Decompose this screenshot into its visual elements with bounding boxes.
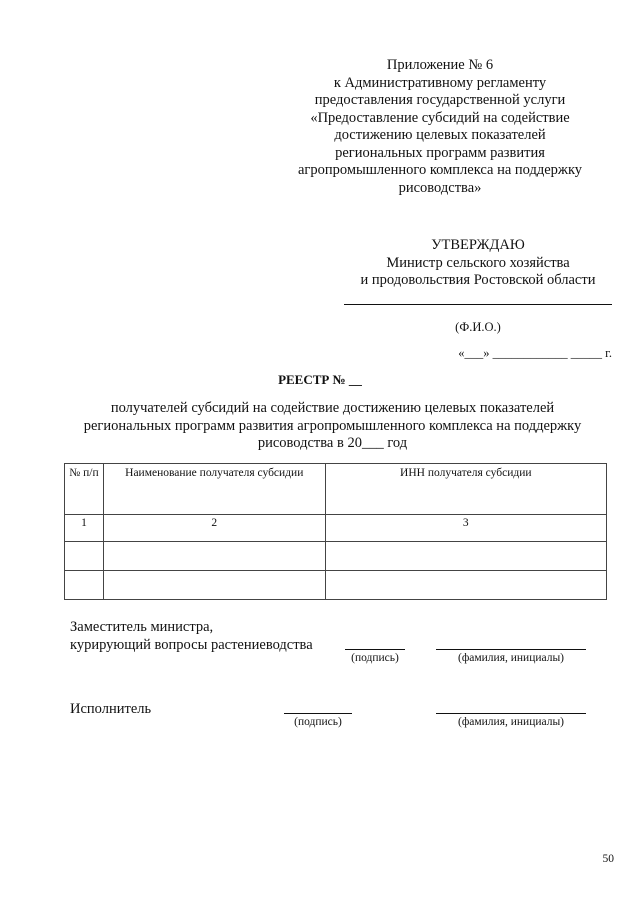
deputy-signature-line	[345, 649, 405, 650]
table-row	[65, 571, 607, 600]
fio-caption: (Ф.И.О.)	[455, 320, 501, 334]
appendix-line: региональных программ развития	[335, 144, 545, 161]
register-subtitle	[60, 400, 605, 453]
deputy-signature-caption: (подпись)	[351, 652, 399, 664]
header-cell-number: № п/п	[65, 464, 104, 515]
header-cell-inn: ИНН получателя субсидии	[325, 464, 606, 515]
table-numbering-row	[65, 515, 607, 542]
deputy-line: Заместитель министра,	[70, 619, 214, 635]
page-number: 50	[602, 853, 614, 865]
table-cell[interactable]	[103, 571, 325, 600]
deputy-line: курирующий вопросы растениеводства	[70, 637, 313, 653]
executor-signature-line	[284, 713, 352, 714]
table-row	[65, 542, 607, 571]
appendix-line: «Предоставление субсидий на содействие	[310, 109, 570, 126]
table-cell[interactable]	[65, 542, 104, 571]
executor-label: Исполнитель	[70, 701, 152, 717]
appendix-line: предоставления государственной услуги	[314, 92, 566, 108]
appendix-header	[280, 57, 600, 197]
executor-signature-caption: (подпись)	[294, 716, 342, 728]
register-subtitle-line: рисоводства в 20___ год	[257, 435, 408, 451]
approval-date: «___» ____________ _____ г.	[458, 346, 612, 360]
header-cell-name: Наименование получателя субсидии	[103, 464, 325, 515]
table-cell[interactable]	[325, 542, 606, 571]
deputy-name-line	[436, 649, 586, 650]
approval-signature-line	[344, 304, 612, 305]
appendix-line: достижению целевых показателей	[334, 127, 546, 143]
register-subtitle-line: региональных программ развития агропромышленного комплекса на поддержку	[83, 417, 582, 434]
numbering-cell: 2	[103, 515, 325, 542]
numbering-cell: 1	[65, 515, 104, 542]
appendix-line: Приложение № 6	[386, 57, 494, 73]
deputy-minister-label	[70, 618, 313, 654]
numbering-cell: 3	[325, 515, 606, 542]
approval-title: УТВЕРЖДАЮ	[431, 237, 525, 253]
executor-name-line	[436, 713, 586, 714]
appendix-line: рисоводства»	[398, 179, 482, 196]
register-title: РЕЕСТР № __	[278, 372, 362, 387]
appendix-line: агропромышленного комплекса на поддержку	[297, 162, 583, 178]
approval-line: и продовольствия Ростовской области	[360, 272, 596, 288]
approval-line: Министр сельского хозяйства	[386, 254, 570, 271]
appendix-line: к Административному регламенту	[333, 74, 547, 91]
table-cell[interactable]	[103, 542, 325, 571]
table-cell[interactable]	[65, 571, 104, 600]
approval-block	[344, 237, 612, 290]
table-header-row	[65, 464, 607, 515]
register-table	[64, 463, 607, 600]
table-cell[interactable]	[325, 571, 606, 600]
deputy-name-caption: (фамилия, инициалы)	[457, 652, 565, 664]
register-subtitle-line: получателей субсидий на содействие достижению целевых показателей	[110, 400, 555, 416]
executor-name-caption: (фамилия, инициалы)	[457, 716, 565, 728]
